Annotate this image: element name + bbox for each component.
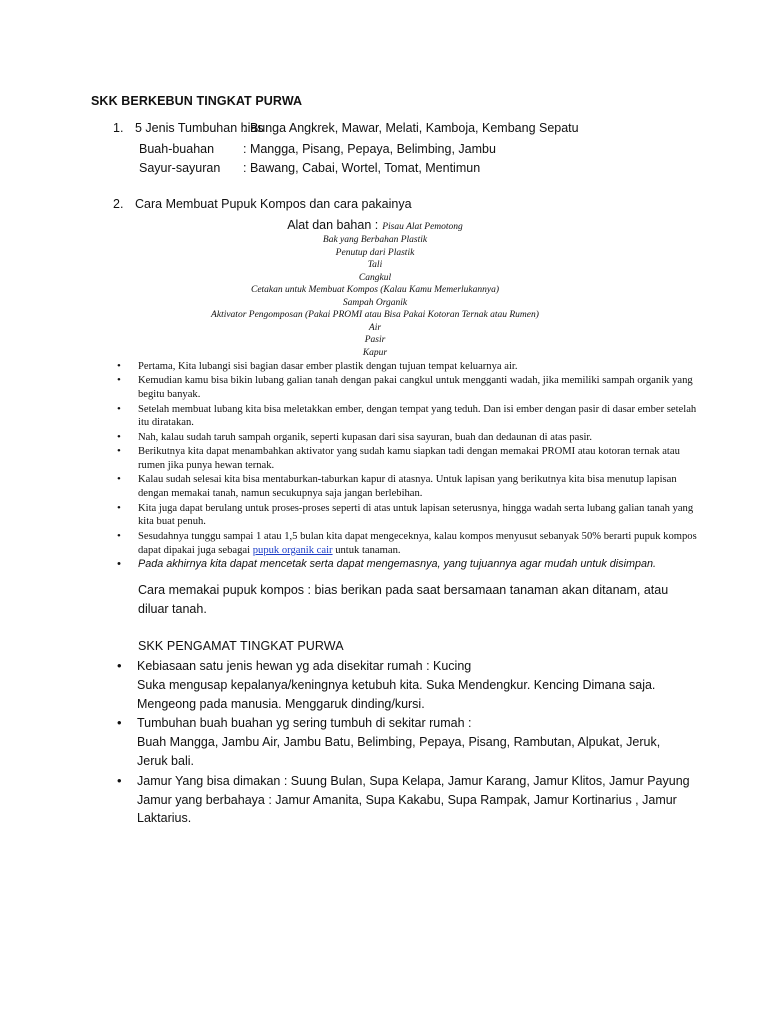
item-line: Jeruk bali. — [137, 753, 194, 768]
organic-fertilizer-link[interactable]: pupuk organik cair — [252, 544, 333, 556]
item-line: • Kebiasaan satu jenis hewan yg ada disekitar rumah : Kucing — [137, 659, 472, 673]
item-line: Suka mengusap kepalanya/keningnya ketubuh kita. Suka Mendengkur. Kencing Dimana saja. — [137, 677, 656, 692]
list-item — [117, 657, 707, 713]
list-item: • Pertama, Kita lubangi sisi bagian dasar ember plastik dengan tujuan tempat keluarnya air. — [117, 360, 707, 374]
tool-item: Cangkul — [358, 272, 392, 283]
compost-steps-list — [117, 360, 707, 572]
item-number: 1. — [113, 121, 124, 135]
item-number: 2. — [113, 197, 124, 211]
section-title-berkebun: SKK BERKEBUN TINGKAT PURWA — [91, 94, 303, 108]
section-title-pengamat: SKK PENGAMAT TINGKAT PURWA — [138, 639, 344, 653]
tool-item: Air — [368, 322, 382, 333]
list-item: • Kalau sudah selesai kita bisa mentaburkan-taburkan kapur di atasnya. Untuk lapisan yang berikutnya kita bisa menutup lapisan dengan memakai tanah, namun secukupnya saja jangan berlebihan. — [117, 473, 707, 501]
row-value: : Mangga, Pisang, Pepaya, Belimbing, Jambu — [243, 142, 496, 156]
list-item: • Nah, kalau sudah taruh sampah organik, seperti kupasan dari sisa sayuran, buah dan dedaunan di atas pasir. — [117, 431, 707, 445]
item-line: • Jamur Yang bisa dimakan : Suung Bulan, Supa Kelapa, Jamur Karang, Jamur Klitos, Jamur Payung — [137, 773, 690, 788]
row-label: 5 Jenis Tumbuhan hias — [135, 121, 264, 135]
list-item — [117, 530, 707, 558]
row-label: Sayur-sayuran — [139, 161, 221, 175]
item-line: Jamur yang berbahaya : Jamur Amanita, Supa Kakabu, Supa Rampak, Jamur Kortinarius , Jamur — [137, 792, 677, 807]
tools-list — [160, 216, 590, 359]
usage-line: Cara memakai pupuk kompos : bias berikan pada saat bersamaan tanaman akan ditanam, atau — [138, 583, 669, 597]
list-item: • Pada akhirnya kita dapat mencetak serta dapat mengemasnya, yang tujuannya agar mudah untuk disimpan. — [117, 558, 707, 572]
item-line: Laktarius. — [137, 811, 192, 826]
row-value: : Bunga Angkrek, Mawar, Melati, Kamboja, Kembang Sepatu — [243, 121, 579, 135]
usage-line: diluar tanah. — [138, 602, 207, 616]
tools-heading: Alat dan bahan : — [287, 218, 379, 232]
item-line: Mengeong pada manusia. Menggaruk dinding/kursi. — [137, 696, 425, 711]
tool-item: Kapur — [362, 347, 388, 358]
list-item: • Kita juga dapat berulang untuk proses-proses seperti di atas untuk lapisan seterusnya, hingga wadah serta lubang galian tanah yang kita buat penuh. — [117, 502, 707, 530]
tool-item: Aktivator Pengomposan (Pakai PROMI atau Bisa Pakai Kotoran Ternak atau Rumen) — [211, 310, 539, 320]
list-item: • Kemudian kamu bisa bikin lubang galian tanah dengan pakai cangkul untuk mengganti wadah, jika memiliki sampah organik yang begitu banyak. — [117, 374, 707, 402]
tool-item: Bak yang Berbahan Plastik — [322, 235, 428, 245]
tool-item: Pisau Alat Pemotong — [382, 222, 463, 232]
list-item — [117, 772, 707, 828]
step-text: Sesudahnya tunggu sampai 1 atau 1,5 bulan kita dapat mengeceknya, kalau kompos menyusut sebanyak 50% berarti pupuk kompos dapat dipakai juga sebagai — [138, 530, 697, 556]
compost-heading: Cara Membuat Pupuk Kompos dan cara pakainya — [135, 197, 412, 211]
list-item — [117, 714, 707, 770]
compost-usage — [138, 581, 698, 619]
tool-item: Cetakan untuk Membuat Kompos (Kalau Kamu Memerlukannya) — [250, 285, 500, 295]
observation-list — [117, 657, 707, 829]
step-text: untuk tanaman. — [332, 544, 401, 556]
row-value: : Bawang, Cabai, Wortel, Tomat, Mentimun — [243, 161, 481, 175]
item-line: • Tumbuhan buah buahan yg sering tumbuh di sekitar rumah : — [137, 716, 472, 731]
tool-item: Sampah Organik — [342, 297, 408, 308]
tool-item: Tali — [367, 260, 383, 270]
tool-item: Pasir — [364, 335, 386, 345]
list-item: • Setelah membuat lubang kita bisa meletakkan ember, dengan tempat yang teduh. Dan isi ember dengan pasir di dasar ember setelah itu diratakan. — [117, 403, 707, 431]
list-item: • Berikutnya kita dapat menambahkan aktivator yang sudah kamu siapkan tadi dengan memakai PROMI atau kotoran ternak atau rumen jika punya hewan ternak. — [117, 445, 707, 473]
item-line: Buah Mangga, Jambu Air, Jambu Batu, Belimbing, Pepaya, Pisang, Rambutan, Alpukat, Jeruk, — [137, 735, 661, 750]
row-label: Buah-buahan — [139, 142, 215, 156]
tool-item: Penutup dari Plastik — [335, 247, 415, 258]
